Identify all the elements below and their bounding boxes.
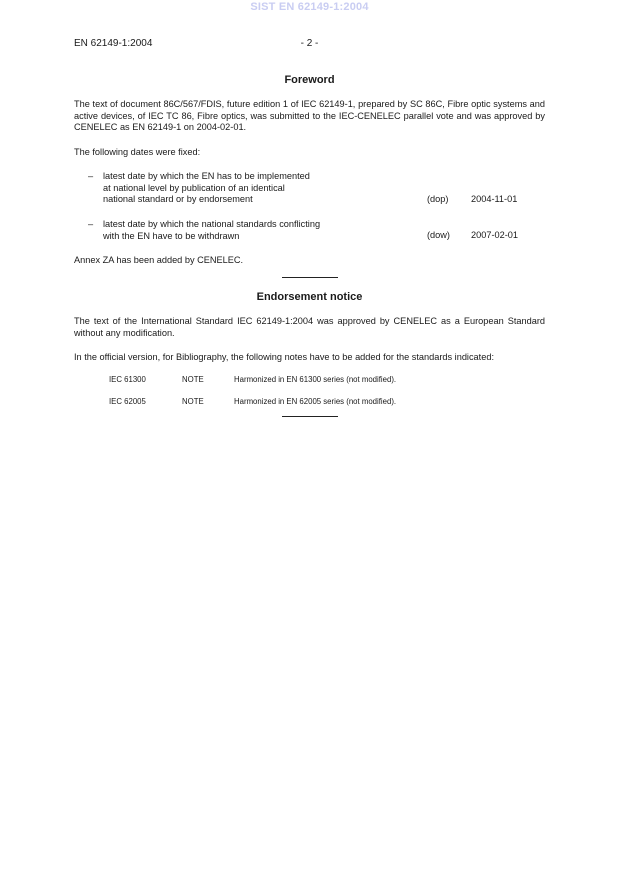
dow-description (103, 219, 403, 242)
official-version-paragraph: In the official version, for Bibliography, the following notes have to be added for the standards indicated: (74, 352, 494, 362)
dop-line: latest date by which the EN has to be implemented (103, 171, 310, 181)
list-item-dash: – (88, 171, 94, 181)
dop-line: at national level by publication of an identical (103, 182, 285, 193)
dow-date: 2007-02-01 (471, 230, 518, 240)
note-text: Harmonized in EN 61300 series (not modified). (234, 375, 397, 384)
list-item-dash: – (88, 219, 94, 229)
foreword-title: Foreword (284, 74, 335, 86)
note-standard: IEC 62005 (109, 397, 146, 406)
note-text: Harmonized in EN 62005 series (not modified). (234, 397, 397, 406)
dow-line: latest date by which the national standards conflicting (103, 219, 321, 229)
note-label: NOTE (182, 375, 204, 384)
watermark: SIST EN 62149-1:2004 (250, 1, 369, 13)
dop-description (103, 171, 403, 206)
page-number: - 2 - (300, 38, 319, 49)
dow-code: (dow) (427, 230, 450, 240)
dop-date: 2004-11-01 (471, 194, 518, 204)
dow-line: with the EN have to be withdrawn (103, 230, 240, 241)
section-divider (282, 277, 338, 278)
document-id: EN 62149-1:2004 (74, 38, 153, 49)
dop-line: national standard or by endorsement (103, 194, 253, 204)
annex-note: Annex ZA has been added by CENELEC. (74, 255, 244, 265)
endorsement-title: Endorsement notice (256, 291, 363, 303)
dop-code: (dop) (427, 194, 449, 204)
foreword-intro-paragraph: The text of document 86C/567/FDIS, future edition 1 of IEC 62149-1, prepared by SC 86C, Fibre optic systems and active devices, of IEC TC 86, Fibre optics, was submitted to the IEC-CENELEC parallel vote and was approved by CENELEC as EN 62149-1 on 2004-02-01. (74, 99, 545, 132)
dates-intro: The following dates were fixed: (74, 147, 201, 157)
section-divider (282, 416, 338, 417)
note-label: NOTE (182, 397, 204, 406)
endorsement-paragraph: The text of the International Standard IEC 62149-1:2004 was approved by CENELEC as a European Standard without any modification. (74, 316, 545, 338)
note-standard: IEC 61300 (109, 375, 146, 384)
